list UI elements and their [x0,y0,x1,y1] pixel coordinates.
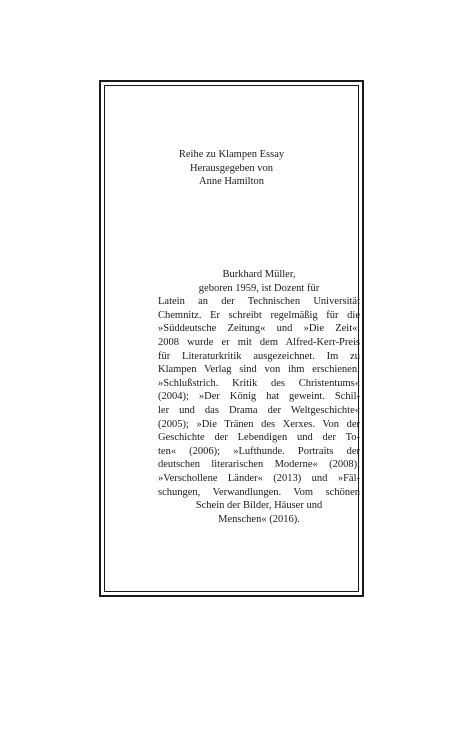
bio-line: schungen, Verwandlungen. Vom schönen [158,486,360,498]
bio-line: ten« (2006); »Lufthunde. Portraits der [158,445,360,457]
bio-line: für Literaturkritik ausgezeichnet. Im zu [158,350,360,362]
series-title: Reihe zu Klampen Essay [178,149,285,160]
bio-line: Geschichte der Lebendigen und der To- [158,432,360,444]
author-bio [158,268,360,526]
series-info [104,148,359,189]
author-name: Burkhard Müller, [222,269,296,280]
bio-line: (2005); »Die Tränen des Xerxes. Von der [158,418,360,430]
bio-line: »Süddeutsche Zeitung« und »Die Zeit«. [158,323,360,335]
bio-line: (2004); »Der König hat geweint. Schil- [158,391,360,403]
bio-line: deutschen literarischen Moderne« (2008); [158,459,360,471]
bio-line: Latein an der Technischen Universität [158,296,360,308]
bio-line: Schein der Bilder, Häuser und [195,500,323,512]
bio-line: geboren 1959, ist Dozent für [198,282,320,294]
bio-line: »Verschollene Länder« (2013) und »Fäl- [158,472,360,484]
series-editor-label: Herausgegeben von [189,162,274,174]
bio-line: »Schlußstrich. Kritik des Christentums« [158,377,360,389]
bio-line: 2008 wurde er mit dem Alfred-Kerr-Preis [158,336,360,348]
bio-line: Menschen« (2016). [218,513,300,525]
bio-line: Chemnitz. Er schreibt regelmäßig für die [158,309,360,321]
bio-line: Klampen Verlag sind von ihm erschienen: [158,364,360,376]
series-editor-name: Anne Hamilton [198,176,265,187]
bio-line: ler und das Drama der Weltgeschichte« [158,404,360,416]
